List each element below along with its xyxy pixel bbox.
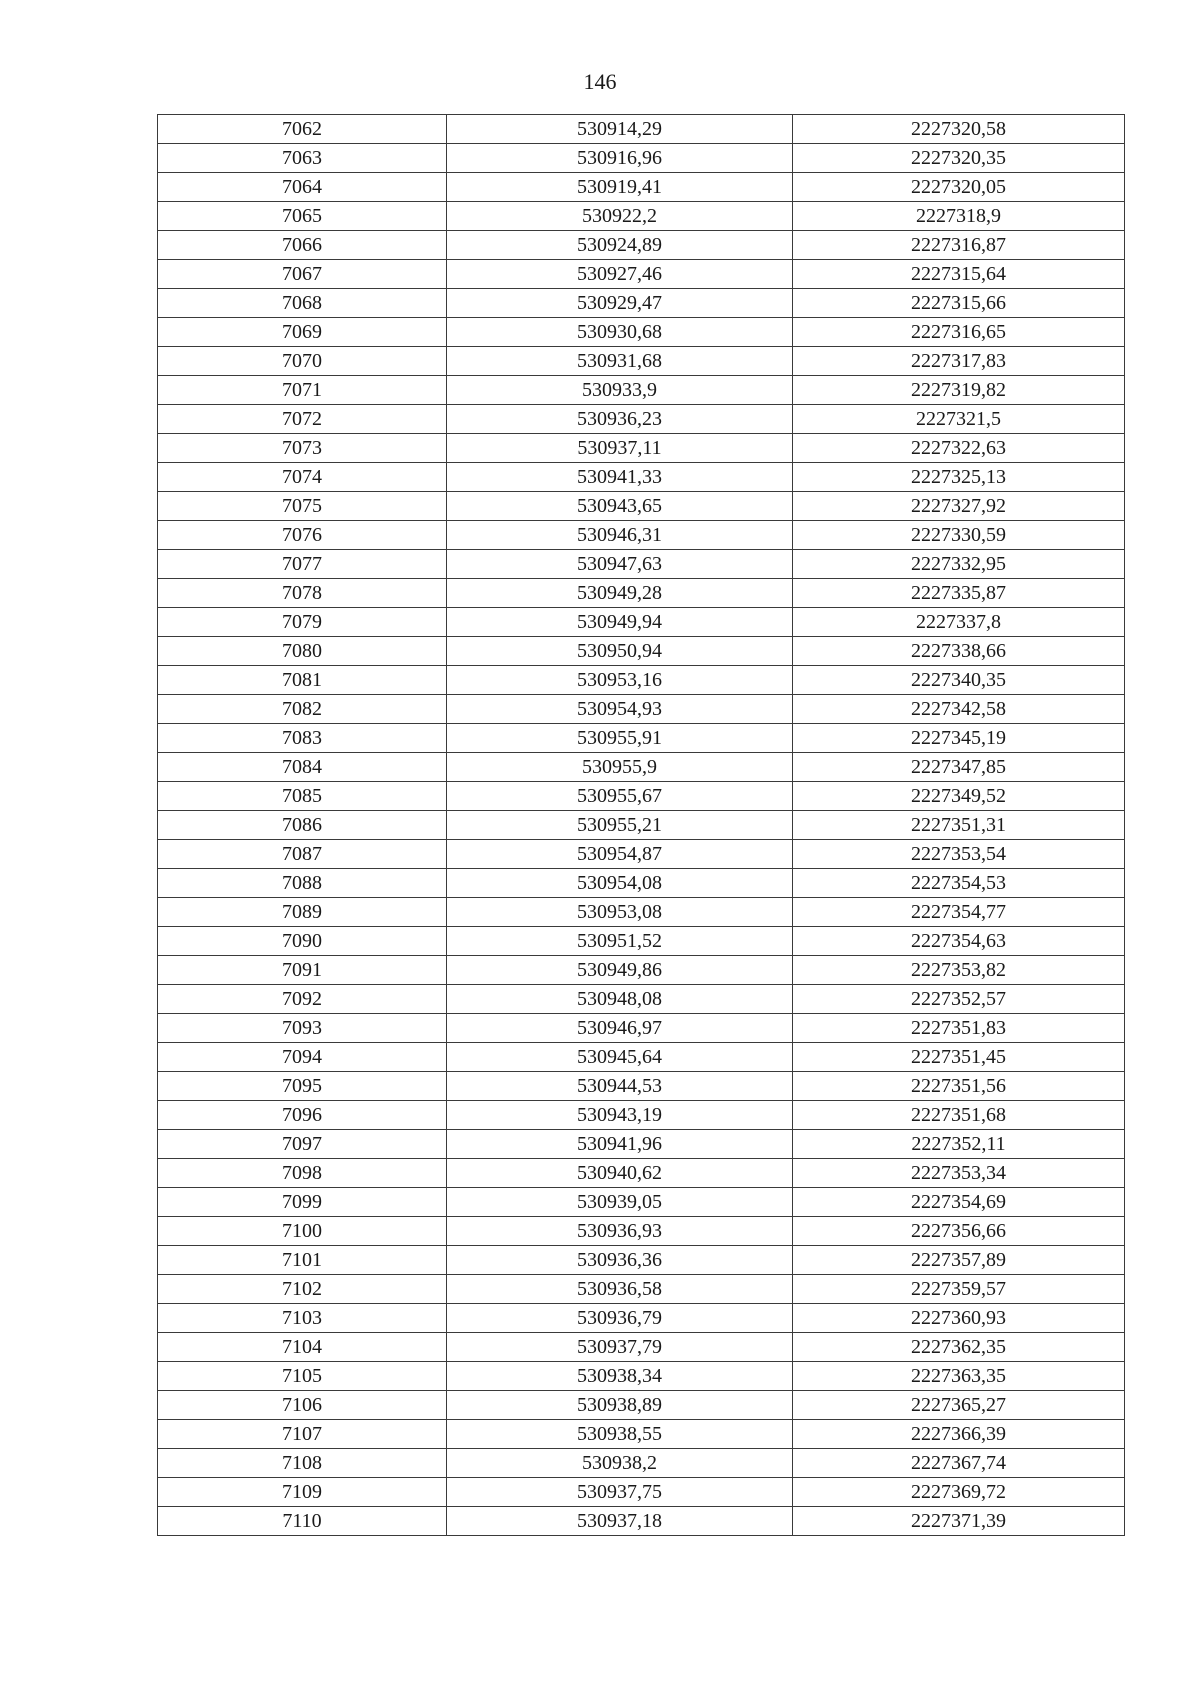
- point-number-cell: 7063: [158, 144, 447, 173]
- coordinate-y-cell: 2227315,66: [793, 289, 1125, 318]
- table-row: [158, 985, 1125, 1014]
- point-number-cell: 7087: [158, 840, 447, 869]
- coordinate-x-cell: 530953,16: [447, 666, 793, 695]
- point-number-cell: 7062: [158, 115, 447, 144]
- coordinate-y-cell: 2227353,34: [793, 1159, 1125, 1188]
- coordinate-y-cell: 2227330,59: [793, 521, 1125, 550]
- table-row: [158, 869, 1125, 898]
- coordinate-x-cell: 530954,87: [447, 840, 793, 869]
- coordinate-y-cell: 2227351,83: [793, 1014, 1125, 1043]
- point-number-cell: 7077: [158, 550, 447, 579]
- coordinate-x-cell: 530938,2: [447, 1449, 793, 1478]
- point-number-cell: 7076: [158, 521, 447, 550]
- point-number-cell: 7105: [158, 1362, 447, 1391]
- point-number-cell: 7093: [158, 1014, 447, 1043]
- coordinate-y-cell: 2227367,74: [793, 1449, 1125, 1478]
- table-row: [158, 1333, 1125, 1362]
- table-row: [158, 695, 1125, 724]
- point-number-cell: 7071: [158, 376, 447, 405]
- coordinate-y-cell: 2227365,27: [793, 1391, 1125, 1420]
- point-number-cell: 7089: [158, 898, 447, 927]
- table-row: [158, 492, 1125, 521]
- coordinate-y-cell: 2227315,64: [793, 260, 1125, 289]
- point-number-cell: 7107: [158, 1420, 447, 1449]
- point-number-cell: 7086: [158, 811, 447, 840]
- coordinate-y-cell: 2227316,65: [793, 318, 1125, 347]
- table-row: [158, 1275, 1125, 1304]
- table-row: [158, 376, 1125, 405]
- table-row: [158, 463, 1125, 492]
- table-row: [158, 260, 1125, 289]
- coordinate-x-cell: 530950,94: [447, 637, 793, 666]
- point-number-cell: 7092: [158, 985, 447, 1014]
- coordinate-x-cell: 530931,68: [447, 347, 793, 376]
- point-number-cell: 7068: [158, 289, 447, 318]
- table-row: [158, 202, 1125, 231]
- point-number-cell: 7081: [158, 666, 447, 695]
- table-row: [158, 1478, 1125, 1507]
- coordinate-x-cell: 530930,68: [447, 318, 793, 347]
- coordinate-x-cell: 530937,18: [447, 1507, 793, 1536]
- point-number-cell: 7098: [158, 1159, 447, 1188]
- coordinate-y-cell: 2227325,13: [793, 463, 1125, 492]
- point-number-cell: 7108: [158, 1449, 447, 1478]
- coordinate-y-cell: 2227335,87: [793, 579, 1125, 608]
- point-number-cell: 7109: [158, 1478, 447, 1507]
- table-row: [158, 898, 1125, 927]
- coordinate-y-cell: 2227354,69: [793, 1188, 1125, 1217]
- coordinate-x-cell: 530954,93: [447, 695, 793, 724]
- coordinate-x-cell: 530937,75: [447, 1478, 793, 1507]
- point-number-cell: 7074: [158, 463, 447, 492]
- coordinate-x-cell: 530933,9: [447, 376, 793, 405]
- table-row: [158, 1507, 1125, 1536]
- coordinate-x-cell: 530946,31: [447, 521, 793, 550]
- table-row: [158, 115, 1125, 144]
- coordinate-x-cell: 530954,08: [447, 869, 793, 898]
- table-row: [158, 1014, 1125, 1043]
- point-number-cell: 7097: [158, 1130, 447, 1159]
- coordinate-x-cell: 530914,29: [447, 115, 793, 144]
- table-row: [158, 1072, 1125, 1101]
- coordinate-x-cell: 530936,93: [447, 1217, 793, 1246]
- coordinate-x-cell: 530938,55: [447, 1420, 793, 1449]
- coordinate-y-cell: 2227349,52: [793, 782, 1125, 811]
- coordinate-y-cell: 2227320,05: [793, 173, 1125, 202]
- coordinate-y-cell: 2227353,82: [793, 956, 1125, 985]
- coordinate-y-cell: 2227338,66: [793, 637, 1125, 666]
- coordinate-y-cell: 2227371,39: [793, 1507, 1125, 1536]
- coordinate-x-cell: 530946,97: [447, 1014, 793, 1043]
- coordinate-x-cell: 530955,67: [447, 782, 793, 811]
- table-row: [158, 637, 1125, 666]
- table-row: [158, 811, 1125, 840]
- table-row: [158, 956, 1125, 985]
- point-number-cell: 7090: [158, 927, 447, 956]
- coordinate-x-cell: 530936,58: [447, 1275, 793, 1304]
- coordinate-y-cell: 2227347,85: [793, 753, 1125, 782]
- coordinate-x-cell: 530949,94: [447, 608, 793, 637]
- coordinate-y-cell: 2227340,35: [793, 666, 1125, 695]
- table-row: [158, 724, 1125, 753]
- point-number-cell: 7066: [158, 231, 447, 260]
- coordinate-x-cell: 530919,41: [447, 173, 793, 202]
- table-row: [158, 1101, 1125, 1130]
- coordinate-x-cell: 530937,79: [447, 1333, 793, 1362]
- coordinate-y-cell: 2227320,35: [793, 144, 1125, 173]
- point-number-cell: 7075: [158, 492, 447, 521]
- coordinate-x-cell: 530945,64: [447, 1043, 793, 1072]
- point-number-cell: 7065: [158, 202, 447, 231]
- table-row: [158, 434, 1125, 463]
- point-number-cell: 7088: [158, 869, 447, 898]
- coordinate-x-cell: 530936,23: [447, 405, 793, 434]
- point-number-cell: 7103: [158, 1304, 447, 1333]
- point-number-cell: 7073: [158, 434, 447, 463]
- table-row: [158, 1304, 1125, 1333]
- coordinate-x-cell: 530955,21: [447, 811, 793, 840]
- coordinate-y-cell: 2227351,31: [793, 811, 1125, 840]
- coordinate-x-cell: 530929,47: [447, 289, 793, 318]
- table-row: [158, 1391, 1125, 1420]
- point-number-cell: 7099: [158, 1188, 447, 1217]
- table-row: [158, 231, 1125, 260]
- coordinate-x-cell: 530949,28: [447, 579, 793, 608]
- coordinate-y-cell: 2227321,5: [793, 405, 1125, 434]
- coordinate-y-cell: 2227351,68: [793, 1101, 1125, 1130]
- coordinate-y-cell: 2227337,8: [793, 608, 1125, 637]
- coordinate-x-cell: 530927,46: [447, 260, 793, 289]
- coordinate-x-cell: 530936,36: [447, 1246, 793, 1275]
- coordinate-y-cell: 2227354,53: [793, 869, 1125, 898]
- coordinate-x-cell: 530951,52: [447, 927, 793, 956]
- point-number-cell: 7101: [158, 1246, 447, 1275]
- point-number-cell: 7084: [158, 753, 447, 782]
- table-row: [158, 1449, 1125, 1478]
- coordinate-x-cell: 530916,96: [447, 144, 793, 173]
- coordinate-y-cell: 2227318,9: [793, 202, 1125, 231]
- table-row: [158, 1362, 1125, 1391]
- coordinate-y-cell: 2227327,92: [793, 492, 1125, 521]
- coordinate-x-cell: 530943,19: [447, 1101, 793, 1130]
- table-row: [158, 144, 1125, 173]
- coordinate-x-cell: 530939,05: [447, 1188, 793, 1217]
- point-number-cell: 7094: [158, 1043, 447, 1072]
- coordinate-x-cell: 530938,89: [447, 1391, 793, 1420]
- coordinates-table-body: [158, 115, 1125, 1536]
- coordinate-y-cell: 2227322,63: [793, 434, 1125, 463]
- coordinate-y-cell: 2227354,77: [793, 898, 1125, 927]
- coordinate-x-cell: 530953,08: [447, 898, 793, 927]
- point-number-cell: 7095: [158, 1072, 447, 1101]
- table-row: [158, 608, 1125, 637]
- coordinate-y-cell: 2227353,54: [793, 840, 1125, 869]
- coordinate-y-cell: 2227316,87: [793, 231, 1125, 260]
- point-number-cell: 7080: [158, 637, 447, 666]
- coordinate-y-cell: 2227369,72: [793, 1478, 1125, 1507]
- coordinate-y-cell: 2227320,58: [793, 115, 1125, 144]
- point-number-cell: 7070: [158, 347, 447, 376]
- coordinate-x-cell: 530944,53: [447, 1072, 793, 1101]
- table-row: [158, 782, 1125, 811]
- coordinate-y-cell: 2227352,57: [793, 985, 1125, 1014]
- coordinate-y-cell: 2227357,89: [793, 1246, 1125, 1275]
- point-number-cell: 7085: [158, 782, 447, 811]
- table-row: [158, 550, 1125, 579]
- page-number: 146: [583, 69, 617, 94]
- coordinate-x-cell: 530955,91: [447, 724, 793, 753]
- coordinate-y-cell: 2227342,58: [793, 695, 1125, 724]
- table-row: [158, 318, 1125, 347]
- coordinate-y-cell: 2227351,56: [793, 1072, 1125, 1101]
- table-row: [158, 666, 1125, 695]
- point-number-cell: 7096: [158, 1101, 447, 1130]
- coordinate-y-cell: 2227354,63: [793, 927, 1125, 956]
- coordinate-y-cell: 2227362,35: [793, 1333, 1125, 1362]
- coordinate-y-cell: 2227352,11: [793, 1130, 1125, 1159]
- coordinate-x-cell: 530937,11: [447, 434, 793, 463]
- coordinate-x-cell: 530949,86: [447, 956, 793, 985]
- table-row: [158, 405, 1125, 434]
- point-number-cell: 7110: [158, 1507, 447, 1536]
- point-number-cell: 7102: [158, 1275, 447, 1304]
- table-row: [158, 521, 1125, 550]
- table-row: [158, 1130, 1125, 1159]
- point-number-cell: 7064: [158, 173, 447, 202]
- point-number-cell: 7069: [158, 318, 447, 347]
- point-number-cell: 7104: [158, 1333, 447, 1362]
- coordinate-x-cell: 530948,08: [447, 985, 793, 1014]
- table-row: [158, 347, 1125, 376]
- coordinate-y-cell: 2227363,35: [793, 1362, 1125, 1391]
- table-row: [158, 173, 1125, 202]
- table-row: [158, 1188, 1125, 1217]
- coordinates-table: [157, 114, 1125, 1536]
- coordinate-y-cell: 2227356,66: [793, 1217, 1125, 1246]
- coordinate-y-cell: 2227360,93: [793, 1304, 1125, 1333]
- coordinate-x-cell: 530940,62: [447, 1159, 793, 1188]
- table-row: [158, 1217, 1125, 1246]
- coordinate-x-cell: 530941,33: [447, 463, 793, 492]
- coordinate-y-cell: 2227317,83: [793, 347, 1125, 376]
- table-row: [158, 840, 1125, 869]
- coordinate-x-cell: 530947,63: [447, 550, 793, 579]
- coordinate-y-cell: 2227332,95: [793, 550, 1125, 579]
- table-row: [158, 1420, 1125, 1449]
- coordinate-x-cell: 530922,2: [447, 202, 793, 231]
- point-number-cell: 7083: [158, 724, 447, 753]
- coordinate-y-cell: 2227359,57: [793, 1275, 1125, 1304]
- point-number-cell: 7106: [158, 1391, 447, 1420]
- point-number-cell: 7078: [158, 579, 447, 608]
- coordinate-x-cell: 530936,79: [447, 1304, 793, 1333]
- coordinate-x-cell: 530924,89: [447, 231, 793, 260]
- point-number-cell: 7067: [158, 260, 447, 289]
- coordinate-x-cell: 530955,9: [447, 753, 793, 782]
- coordinate-y-cell: 2227366,39: [793, 1420, 1125, 1449]
- point-number-cell: 7091: [158, 956, 447, 985]
- coordinate-y-cell: 2227351,45: [793, 1043, 1125, 1072]
- point-number-cell: 7079: [158, 608, 447, 637]
- table-row: [158, 1159, 1125, 1188]
- table-row: [158, 1246, 1125, 1275]
- point-number-cell: 7072: [158, 405, 447, 434]
- point-number-cell: 7100: [158, 1217, 447, 1246]
- point-number-cell: 7082: [158, 695, 447, 724]
- coordinate-x-cell: 530943,65: [447, 492, 793, 521]
- table-row: [158, 927, 1125, 956]
- table-row: [158, 753, 1125, 782]
- table-row: [158, 579, 1125, 608]
- table-row: [158, 289, 1125, 318]
- coordinate-y-cell: 2227345,19: [793, 724, 1125, 753]
- coordinate-x-cell: 530938,34: [447, 1362, 793, 1391]
- table-row: [158, 1043, 1125, 1072]
- coordinate-x-cell: 530941,96: [447, 1130, 793, 1159]
- coordinate-y-cell: 2227319,82: [793, 376, 1125, 405]
